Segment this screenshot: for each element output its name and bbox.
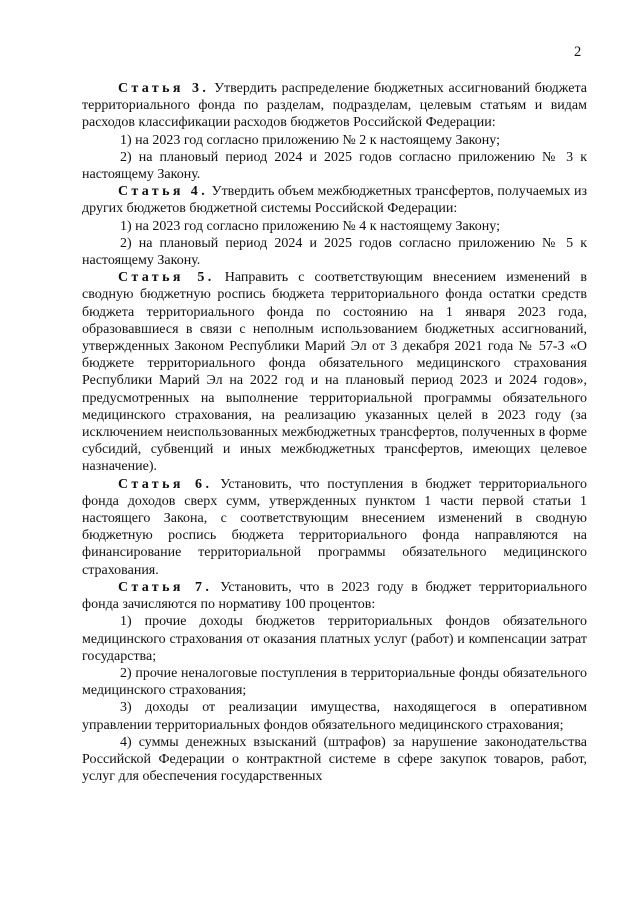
article-6 [82, 476, 587, 579]
article-text: Направить с соответствующим внесением изменений в сводную бюджетную роспись бюджета территориального фонда остатки средств бюджета территориального фонда по состоянию на 1 января 2023 года, образовавшиеся в связи с неполным использованием бюджетных ассигнований, утвержденных Законом Республики Марий Эл от 3 декабря 2021 года № 57-З «О бюджете территориального фонда обязательного медицинского страхования Республики Марий Эл на 2022 год и на плановый период 2023 и 2024 годов», предусмотренных на выполнение территориальной программы обязательного медицинского страхования, на реализацию указанных целей в 2023 году (за исключением неиспользованных межбюджетных трансфертов, полученных в форме субсидий, субвенций и иных межбюджетных трансфертов, имеющих целевое назначение). [82, 270, 587, 475]
article-5 [82, 269, 587, 475]
list-item: 2) на плановый период 2024 и 2025 годов согласно приложению № 5 к настоящему Закону. [82, 235, 587, 269]
article-3 [82, 80, 587, 132]
article-text: Установить, что в 2023 году в бюджет территориального фонда зачисляются по нормативу 100 процентов: [82, 579, 588, 613]
list-item: 3) доходы от реализации имущества, находящегося в оперативном управлении территориальных фондов обязательного медицинского страхования; [82, 700, 587, 733]
list-item: 4) суммы денежных взысканий (штрафов) за нарушение законодательства Российской Федерации о контрактной системе в сфере закупок товаров, работ, услуг для обеспечения государственных [82, 734, 587, 785]
article-7 [82, 579, 587, 613]
list-item: 2) на плановый период 2024 и 2025 годов согласно приложению № 3 к настоящему Закону. [82, 149, 587, 183]
article-label: Статья 3. [118, 81, 210, 96]
article-text: Утвердить объем межбюджетных трансфертов, получаемых из других бюджетов бюджетной системы Российской Федерации: [82, 184, 587, 217]
article-text: Утвердить распределение бюджетных ассигнований бюджета территориального фонда по разделам, подразделам, целевым статьям и видам расходов классификации расходов бюджетов Российской Федерации: [82, 81, 587, 131]
list-item: 1) на 2023 год согласно приложению № 4 к настоящему Закону; [120, 218, 500, 234]
list-item: 2) прочие неналоговые поступления в территориальные фонды обязательного медицинского страхования; [82, 665, 587, 699]
list-item: 1) на 2023 год согласно приложению № 2 к настоящему Закону; [120, 132, 500, 148]
article-label: Статья 7. [118, 579, 213, 595]
page-number: 2 [574, 44, 582, 60]
article-label: Статья 6. [118, 476, 213, 492]
article-label: Статья 4. [118, 184, 209, 200]
list-item: 1) прочие доходы бюджетов территориальных фондов обязательного медицинского страхования от оказания платных услуг (работ) и компенсации затрат государства; [82, 614, 587, 664]
document-body [82, 80, 587, 785]
article-label: Статья 5. [118, 270, 215, 286]
article-text: Установить, что поступления в бюджет территориального фонда доходов сверх сумм, утвержденных пунктом 1 части первой статьи 1 настоящего Закона, с соответствующим внесением изменений в сводную бюджетную роспись бюджета территориального фонда направляются на финансирование территориальной программы обязательного медицинского страхования. [82, 476, 587, 578]
article-4 [82, 183, 587, 217]
